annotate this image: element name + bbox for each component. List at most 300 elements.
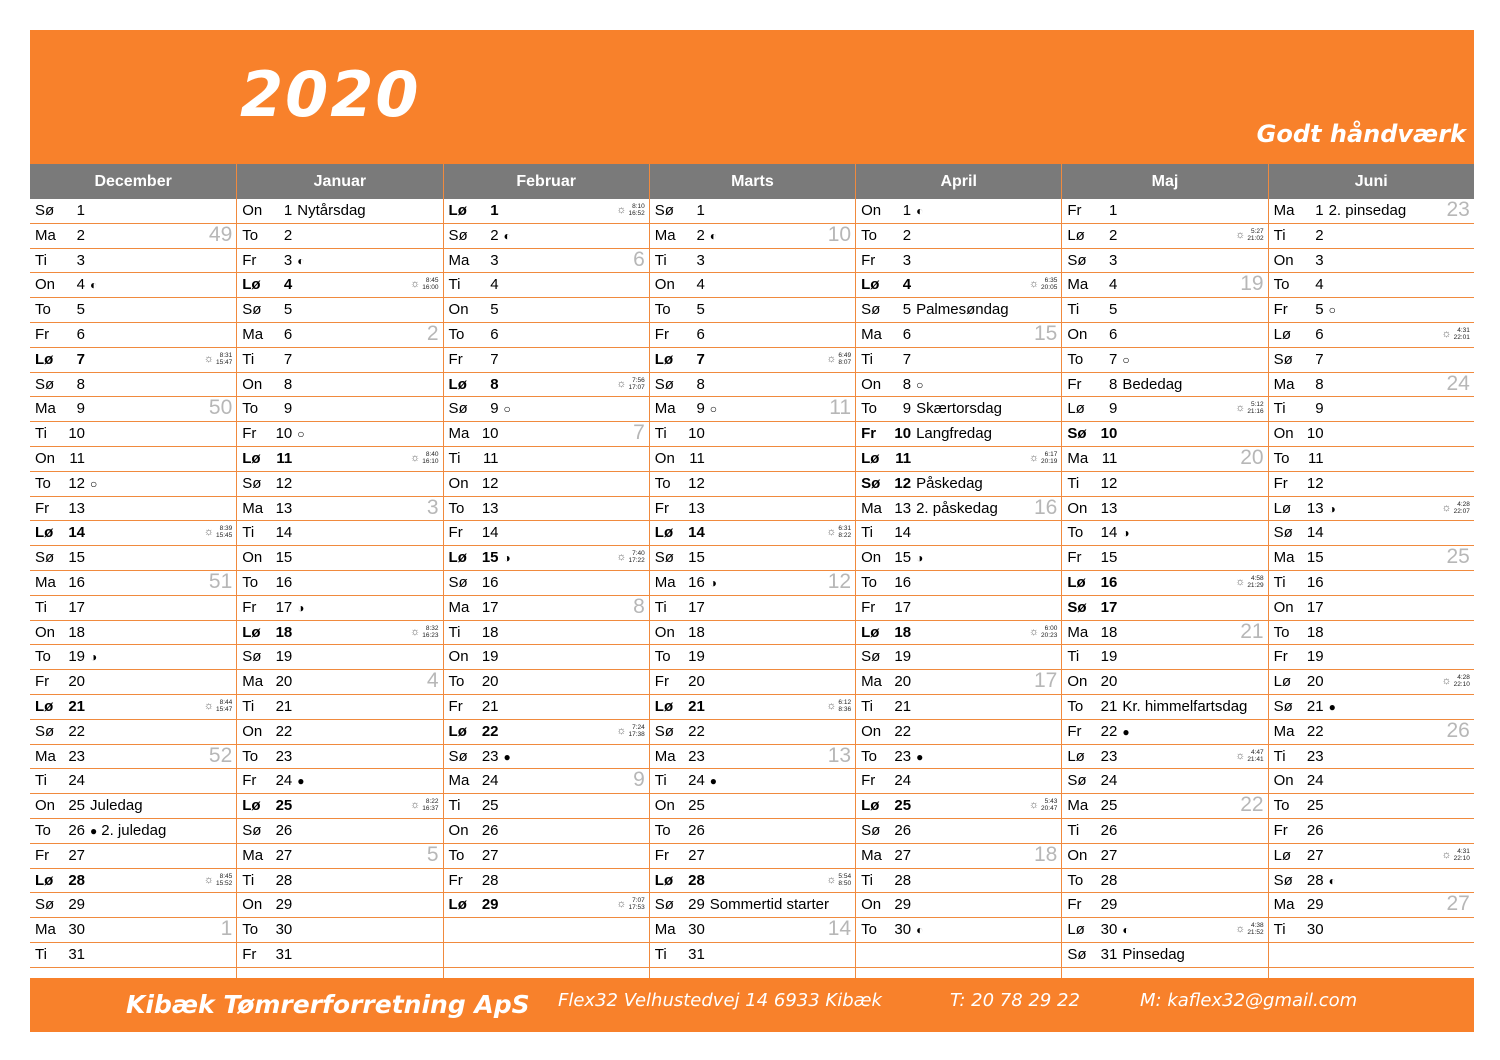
sun-times — [616, 724, 644, 738]
day-number: 22 — [481, 722, 499, 740]
weekday-label: Lø — [861, 623, 880, 641]
weekday-label: Ti — [654, 251, 667, 269]
weekday-label: Ma — [35, 573, 56, 591]
day-row — [650, 373, 855, 398]
day-number: 8 — [76, 375, 85, 393]
day-row — [856, 422, 1061, 447]
weekday-label: Ma — [654, 921, 676, 939]
weekday-label: Ma — [654, 400, 676, 418]
weekday-label: Sø — [448, 400, 468, 418]
day-row — [1269, 447, 1474, 472]
day-number: 9 — [76, 400, 85, 418]
sunset-time: 16:00 — [422, 284, 439, 292]
weekday-label: Sø — [1273, 524, 1293, 542]
moon-phase-icon: ◐ — [1328, 873, 1336, 888]
day-row — [650, 869, 855, 894]
week-number: 26 — [1446, 718, 1470, 742]
day-number: 1 — [490, 202, 499, 219]
day-number: 6 — [1108, 325, 1118, 343]
day-number: 24 — [688, 772, 705, 790]
day-row — [856, 769, 1061, 794]
day-row — [30, 621, 236, 646]
day-row — [237, 943, 442, 968]
day-number: 24 — [481, 772, 499, 790]
day-extra — [710, 227, 721, 244]
sunset-time: 8:22 — [838, 532, 852, 540]
day-number: 15 — [275, 549, 293, 567]
day-number: 30 — [275, 921, 293, 939]
weekday-label: To — [654, 301, 671, 319]
day-number: 22 — [1306, 722, 1324, 740]
sun-time-pair — [422, 277, 438, 291]
sun-icon: ☼ — [1235, 575, 1246, 588]
weekday-label: On — [861, 722, 882, 740]
day-row — [1062, 819, 1267, 844]
sun-icon: ☼ — [410, 278, 421, 291]
weekday-label: On — [1067, 499, 1088, 517]
weekday-label: To — [35, 301, 51, 319]
day-extra — [1122, 723, 1133, 740]
sun-time-pair — [1247, 401, 1263, 415]
weekday-label: Ma — [35, 400, 56, 418]
day-row — [30, 596, 236, 621]
day-row — [237, 794, 442, 819]
day-row — [30, 869, 236, 894]
day-number: 25 — [68, 797, 85, 815]
day-row — [856, 397, 1061, 422]
day-row — [444, 794, 649, 819]
day-number: 29 — [68, 896, 85, 914]
weekday-label: To — [1273, 797, 1290, 815]
day-row — [1062, 720, 1267, 745]
sun-time-pair — [1041, 451, 1057, 465]
sun-icon: ☼ — [1028, 451, 1040, 464]
weekday-label: Fr — [448, 524, 463, 542]
day-row — [30, 893, 236, 918]
weekday-label: Ti — [1273, 226, 1286, 244]
day-number: 17 — [481, 598, 499, 616]
weekday-label: On — [861, 202, 882, 219]
day-extra — [297, 252, 308, 269]
day-row — [444, 199, 649, 224]
sun-icon: ☼ — [1235, 228, 1246, 241]
weekday-label: To — [448, 325, 465, 343]
sunrise-time: 4:28 — [1457, 674, 1470, 682]
day-row — [650, 695, 855, 720]
weekday-label: Sø — [448, 747, 468, 765]
sunrise-time: 8:45 — [425, 277, 439, 285]
day-number: 5 — [1108, 301, 1118, 319]
day-row — [1062, 670, 1267, 695]
day-row — [650, 918, 855, 943]
day-extra — [1329, 698, 1340, 715]
weekday-label: To — [1067, 871, 1084, 889]
day-extra — [90, 797, 143, 814]
moon-phase-icon: ○ — [90, 476, 98, 491]
weekday-label: Sø — [242, 648, 262, 666]
weekday-label: Ma — [242, 325, 264, 343]
week-number: 17 — [1033, 669, 1058, 693]
day-row — [650, 298, 855, 323]
day-row — [856, 546, 1061, 571]
weekday-label: To — [654, 474, 671, 492]
day-row — [856, 943, 1061, 968]
day-number: 26 — [1306, 821, 1324, 839]
day-extra — [916, 400, 1002, 417]
weekday-label: Lø — [654, 524, 674, 542]
weekday-label: Ti — [1273, 921, 1286, 939]
weekday-label: Sø — [654, 549, 674, 567]
day-number: 6 — [902, 325, 912, 343]
sun-time-pair — [838, 873, 851, 887]
day-number: 16 — [68, 573, 85, 591]
weekday-label: Fr — [654, 673, 669, 691]
day-number: 21 — [68, 697, 85, 715]
day-extra — [297, 599, 308, 616]
day-row — [444, 397, 649, 422]
day-number: 20 — [275, 673, 293, 691]
day-number: 2 — [490, 226, 499, 244]
day-row — [237, 422, 442, 447]
day-row — [1062, 348, 1267, 373]
day-row — [1269, 497, 1474, 522]
day-row — [856, 348, 1061, 373]
weekday-label: To — [242, 747, 259, 765]
day-number: 26 — [68, 821, 85, 839]
sun-times — [616, 550, 644, 564]
moon-phase-icon: ◐ — [503, 228, 511, 243]
day-row — [1062, 844, 1267, 869]
day-row — [650, 844, 855, 869]
sun-times — [1441, 327, 1469, 341]
weekday-label: Ma — [35, 747, 56, 765]
day-row — [856, 720, 1061, 745]
sunset-time: 21:29 — [1247, 581, 1264, 589]
day-row — [1269, 745, 1474, 770]
day-row — [237, 199, 442, 224]
day-number: 8 — [902, 375, 912, 393]
day-extra — [710, 772, 721, 789]
sunrise-time: 7:24 — [632, 723, 645, 731]
weekday-label: Lø — [1067, 921, 1085, 939]
sun-time-pair — [629, 203, 645, 217]
day-extra — [1329, 500, 1340, 517]
day-row — [237, 447, 442, 472]
sunrise-time: 5:43 — [1044, 798, 1058, 806]
day-row — [650, 571, 855, 596]
day-extra — [1329, 301, 1340, 318]
day-number: 16 — [1100, 573, 1118, 591]
day-row — [1062, 695, 1267, 720]
weekday-label: Sø — [35, 722, 55, 740]
day-row — [1062, 745, 1267, 770]
day-extra — [297, 425, 308, 442]
day-row — [1269, 794, 1474, 819]
day-row — [1062, 373, 1267, 398]
day-row — [856, 298, 1061, 323]
day-row — [30, 745, 236, 770]
weekday-label: Fr — [35, 325, 50, 343]
sun-time-pair — [629, 897, 645, 911]
weekday-label: On — [448, 821, 469, 839]
day-row — [30, 373, 236, 398]
day-number: 16 — [894, 573, 912, 591]
day-row — [856, 918, 1061, 943]
day-extra — [916, 748, 927, 765]
day-row — [650, 249, 855, 274]
sun-time-pair — [422, 625, 438, 639]
day-row — [650, 472, 855, 497]
day-extra — [504, 227, 515, 244]
weekday-label: On — [654, 797, 675, 815]
sun-time-pair — [422, 451, 438, 465]
day-row — [1062, 621, 1267, 646]
sun-icon: ☼ — [826, 699, 837, 712]
day-row — [30, 571, 236, 596]
calendar-grid — [30, 164, 1474, 978]
weekday-label: Fr — [242, 425, 257, 443]
day-number: 31 — [688, 945, 705, 963]
day-number: 17 — [688, 598, 705, 616]
day-row — [30, 943, 236, 968]
weekday-label: Lø — [654, 871, 674, 889]
weekday-label: Sø — [242, 474, 262, 492]
day-row — [444, 819, 649, 844]
weekday-label: On — [242, 896, 263, 914]
day-number: 9 — [490, 400, 499, 418]
day-row — [1269, 571, 1474, 596]
sun-times — [1441, 848, 1469, 862]
day-row — [1269, 348, 1474, 373]
day-row — [1062, 571, 1267, 596]
sun-time-pair — [216, 699, 232, 713]
weekday-label: Fr — [35, 846, 50, 864]
weekday-label: Ti — [242, 871, 255, 889]
header-banner — [30, 30, 1474, 164]
sun-time-pair — [1454, 674, 1470, 688]
week-number: 15 — [1033, 321, 1058, 345]
day-row — [30, 348, 236, 373]
weekday-label: Ma — [1067, 623, 1089, 641]
week-number: 24 — [1446, 371, 1470, 395]
day-row — [1269, 695, 1474, 720]
weekday-label: Fr — [1067, 896, 1082, 914]
month-column — [1061, 164, 1267, 978]
day-row — [444, 844, 649, 869]
day-number: 4 — [1108, 276, 1118, 294]
weekday-label: Sø — [1273, 871, 1293, 889]
sunrise-time: 6:00 — [1044, 624, 1058, 632]
slogan: Godt håndværk — [1256, 120, 1466, 148]
day-row — [444, 298, 649, 323]
day-number: 2 — [283, 226, 293, 244]
sun-icon: ☼ — [203, 699, 214, 712]
weekday-label: Lø — [242, 623, 261, 641]
day-row — [650, 794, 855, 819]
day-row — [30, 645, 236, 670]
day-number: 4 — [76, 276, 85, 294]
day-row — [237, 546, 442, 571]
day-row — [856, 794, 1061, 819]
company-email[interactable]: M: kaflex32@gmail.com — [1140, 990, 1358, 1011]
day-number: 11 — [69, 449, 85, 467]
day-number: 12 — [1306, 474, 1324, 492]
day-row — [444, 769, 649, 794]
moon-phase-icon: ○ — [503, 402, 511, 417]
weekday-label: Sø — [1067, 945, 1087, 963]
sun-time-pair — [1247, 749, 1263, 763]
day-number: 12 — [68, 474, 85, 492]
day-number: 7 — [1315, 350, 1324, 368]
weekday-label: Lø — [654, 697, 674, 715]
day-row — [237, 745, 442, 770]
day-number: 13 — [894, 499, 912, 517]
sunrise-time: 8:44 — [219, 698, 233, 706]
sunset-time: 21:41 — [1247, 755, 1264, 763]
day-number: 5 — [76, 301, 85, 319]
day-row — [1062, 893, 1267, 918]
day-number: 17 — [1306, 598, 1324, 616]
day-row — [1062, 298, 1267, 323]
day-number: 15 — [1306, 549, 1324, 567]
day-row — [30, 472, 236, 497]
day-row — [444, 497, 649, 522]
weekday-label: On — [35, 276, 56, 294]
month-column — [855, 164, 1061, 978]
day-number: 19 — [894, 648, 912, 666]
day-number: 24 — [1306, 772, 1324, 790]
weekday-label: Ti — [242, 350, 255, 368]
sunset-time: 15:47 — [215, 358, 233, 366]
day-extra — [90, 276, 101, 293]
day-row — [856, 373, 1061, 398]
sun-times — [826, 352, 851, 366]
weekday-label: Ma — [448, 772, 470, 790]
day-number: 29 — [275, 896, 293, 914]
day-extra — [90, 822, 166, 839]
weekday-label: Sø — [448, 573, 468, 591]
day-number: 11 — [276, 449, 293, 467]
day-row — [650, 497, 855, 522]
weekday-label: Ti — [448, 623, 461, 641]
day-extra — [1329, 872, 1340, 889]
day-number: 16 — [688, 573, 705, 591]
day-number: 6 — [283, 325, 293, 343]
day-row — [1269, 546, 1474, 571]
day-number: 25 — [1306, 797, 1324, 815]
weekday-label: Ma — [242, 846, 264, 864]
sun-times — [1029, 451, 1057, 465]
weekday-label: Lø — [448, 549, 467, 567]
day-row — [444, 869, 649, 894]
day-number: 1 — [1108, 202, 1118, 219]
holiday-label: Skærtorsdag — [916, 400, 1002, 418]
month-header: Marts — [650, 164, 855, 199]
day-number: 14 — [688, 524, 705, 542]
sun-icon: ☼ — [1235, 749, 1246, 762]
sun-time-pair — [1454, 501, 1470, 515]
weekday-label: Sø — [1067, 425, 1087, 443]
sunset-time: 15:45 — [215, 532, 233, 540]
day-row — [650, 893, 855, 918]
sunset-time: 22:10 — [1453, 854, 1470, 862]
weekday-label: On — [1273, 251, 1294, 269]
moon-phase-icon: ◑ — [1122, 526, 1130, 541]
sun-icon: ☼ — [616, 377, 627, 390]
weekday-label: On — [654, 623, 675, 641]
week-number: 22 — [1240, 793, 1264, 817]
weekday-label: Fr — [35, 499, 50, 517]
day-row — [856, 521, 1061, 546]
sun-times — [204, 873, 232, 887]
day-extra — [1329, 202, 1407, 219]
sun-time-pair — [838, 352, 851, 366]
weekday-label: On — [448, 474, 469, 492]
weekday-label: Sø — [654, 375, 674, 393]
weekday-label: Ma — [1273, 896, 1295, 914]
sunset-time: 20:05 — [1041, 284, 1058, 292]
sunrise-time: 6:35 — [1044, 277, 1058, 285]
moon-phase-icon: ◑ — [1328, 501, 1336, 516]
day-number: 20 — [894, 673, 912, 691]
weekday-label: To — [448, 499, 465, 517]
weekday-label: On — [35, 623, 56, 641]
sun-icon: ☼ — [826, 873, 837, 886]
weekday-label: Sø — [35, 549, 55, 567]
day-row — [1062, 869, 1267, 894]
sunset-time: 17:53 — [628, 904, 645, 912]
weekday-label: Ma — [1067, 449, 1089, 467]
day-row — [650, 943, 855, 968]
day-row — [237, 596, 442, 621]
day-number: 20 — [481, 673, 499, 691]
day-number: 30 — [894, 921, 912, 939]
sunrise-time: 6:49 — [838, 351, 852, 359]
weekday-label: Ti — [1067, 301, 1080, 319]
day-extra — [916, 301, 1009, 318]
day-number: 10 — [688, 425, 705, 443]
sunrise-time: 8:32 — [425, 624, 439, 632]
week-number: 21 — [1240, 619, 1264, 643]
day-number: 23 — [688, 747, 705, 765]
weekday-label: Ma — [1273, 722, 1295, 740]
day-row — [237, 298, 442, 323]
sunset-time: 16:23 — [422, 631, 439, 639]
weekday-label: On — [1273, 425, 1294, 443]
sun-icon: ☼ — [1028, 625, 1040, 638]
day-number: 14 — [1100, 524, 1118, 542]
day-row — [856, 199, 1061, 224]
weekday-label: Ti — [654, 945, 667, 963]
day-row — [444, 273, 649, 298]
day-row — [856, 497, 1061, 522]
day-row — [1269, 273, 1474, 298]
day-number: 22 — [894, 722, 912, 740]
month-header: Januar — [237, 164, 442, 199]
weekday-label: On — [654, 449, 675, 467]
day-number: 7 — [696, 350, 705, 368]
week-number: 8 — [633, 594, 645, 618]
day-number: 16 — [1306, 573, 1324, 591]
day-row — [1269, 323, 1474, 348]
day-number: 27 — [1306, 846, 1324, 864]
day-row — [237, 844, 442, 869]
sun-icon: ☼ — [1441, 501, 1452, 514]
holiday-label: Juledag — [90, 797, 143, 815]
week-number: 2 — [426, 321, 439, 345]
day-row — [237, 521, 442, 546]
holiday-label: 2. pinsedag — [1328, 202, 1407, 219]
